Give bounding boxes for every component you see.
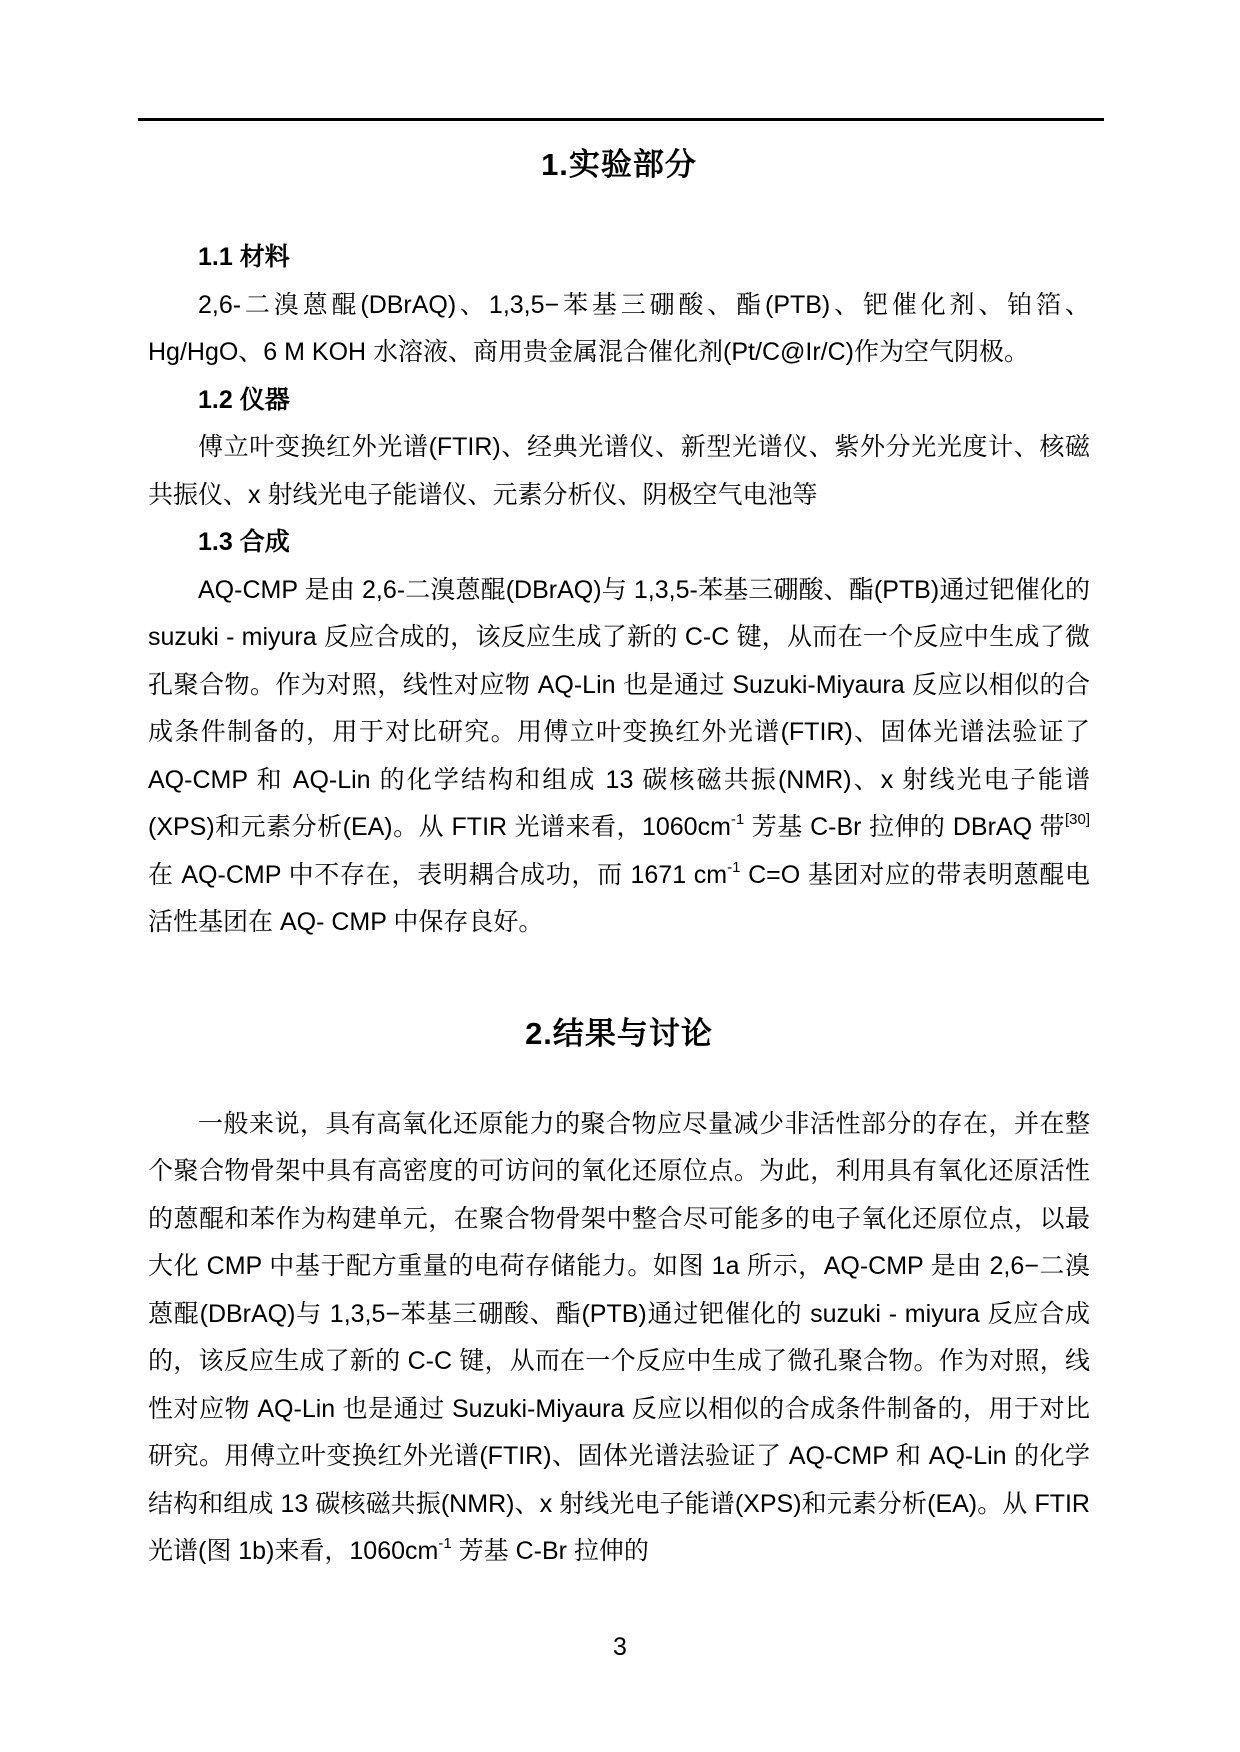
header-rule — [138, 118, 1104, 121]
section-1-1-body: 2,6-二溴蒽醌(DBrAQ)、1,3,5−苯基三硼酸、酯(PTB)、钯催化剂、铂箔、Hg/HgO、6 M KOH 水溶液、商用贵金属混合催化剂(Pt/C@Ir/C)作为空气阴极。 — [148, 290, 1090, 366]
section-1-2-heading: 1.2 仪器 — [198, 385, 290, 414]
section-1-3-body: AQ-CMP 是由 2,6-二溴蒽醌(DBrAQ)与 1,3,5-苯基三硼酸、酯(PTB)通过钯催化的 suzuki - miyura 反应合成的，该反应生成了新的 C-C 键，从而在一个反应中生成了微孔聚合物。作为对照，线性对应物 AQ-Lin 也是通过 Suzuki-Miyaura 反应以相似的合成条件制备的，用于对比研究。用傅立叶变换红外光谱(FTIR)、固体光谱法验证了 AQ-CMP 和 AQ-Lin 的化学结构和组成 13 碳核磁共振(NMR)、x 射线光电子能谱(XPS)和元素分析(EA)。从 FTIR 光谱来看，$1060cm^{-1}$ 芳基 C-Br 拉伸的 DBrAQ 带[30]在 AQ-CMP 中不存在，表明耦合成功，而 1671 $cm^{-1}$ C=O 基团对应的带表明蒽醌电活性基团在 AQ- CMP 中保存良好。 — [148, 575, 1090, 936]
section-2-body: 一般来说，具有高氧化还原能力的聚合物应尽量减少非活性部分的存在，并在整个聚合物骨架中具有高密度的可访问的氧化还原位点。为此，利用具有氧化还原活性的蒽醌和苯作为构建单元，在聚合物骨架中整合尽可能多的电子氧化还原位点，以最大化 CMP 中基于配方重量的电荷存储能力。如图 1a 所示，AQ-CMP 是由 2,6−二溴蒽醌(DBrAQ)与 1,3,5−苯基三硼酸、酯(PTB)通过钯催化的 suzuki - miyura 反应合成的，该反应生成了新的 C-C 键，从而在一个反应中生成了微孔聚合物。作为对照，线性对应物 AQ-Lin 也是通过 Suzuki-Miyaura 反应以相似的合成条件制备的，用于对比研究。用傅立叶变换红外光谱(FTIR)、固体光谱法验证了 AQ-CMP 和 AQ-Lin 的化学结构和组成 13 碳核磁共振(NMR)、x 射线光电子能谱(XPS)和元素分析(EA)。从 FTIR 光谱(图 1b)来看，$1060cm^{-1}$ 芳基 C-Br 拉伸的 — [148, 1109, 1090, 1565]
section-1-3-heading: 1.3 合成 — [198, 528, 290, 556]
section-1-2-body: 傅立叶变换红外光谱(FTIR)、经典光谱仪、新型光谱仪、紫外分光光度计、核磁共振仪、x 射线光电子能谱仪、元素分析仪、阴极空气电池等 — [148, 433, 1090, 509]
section-1-title: 1.实验部分 — [541, 147, 697, 182]
section-2-title: 2.结果与讨论 — [525, 1015, 713, 1051]
section-1-1-heading: 1.1 材料 — [198, 243, 290, 271]
page-number: 3 — [613, 1633, 627, 1661]
